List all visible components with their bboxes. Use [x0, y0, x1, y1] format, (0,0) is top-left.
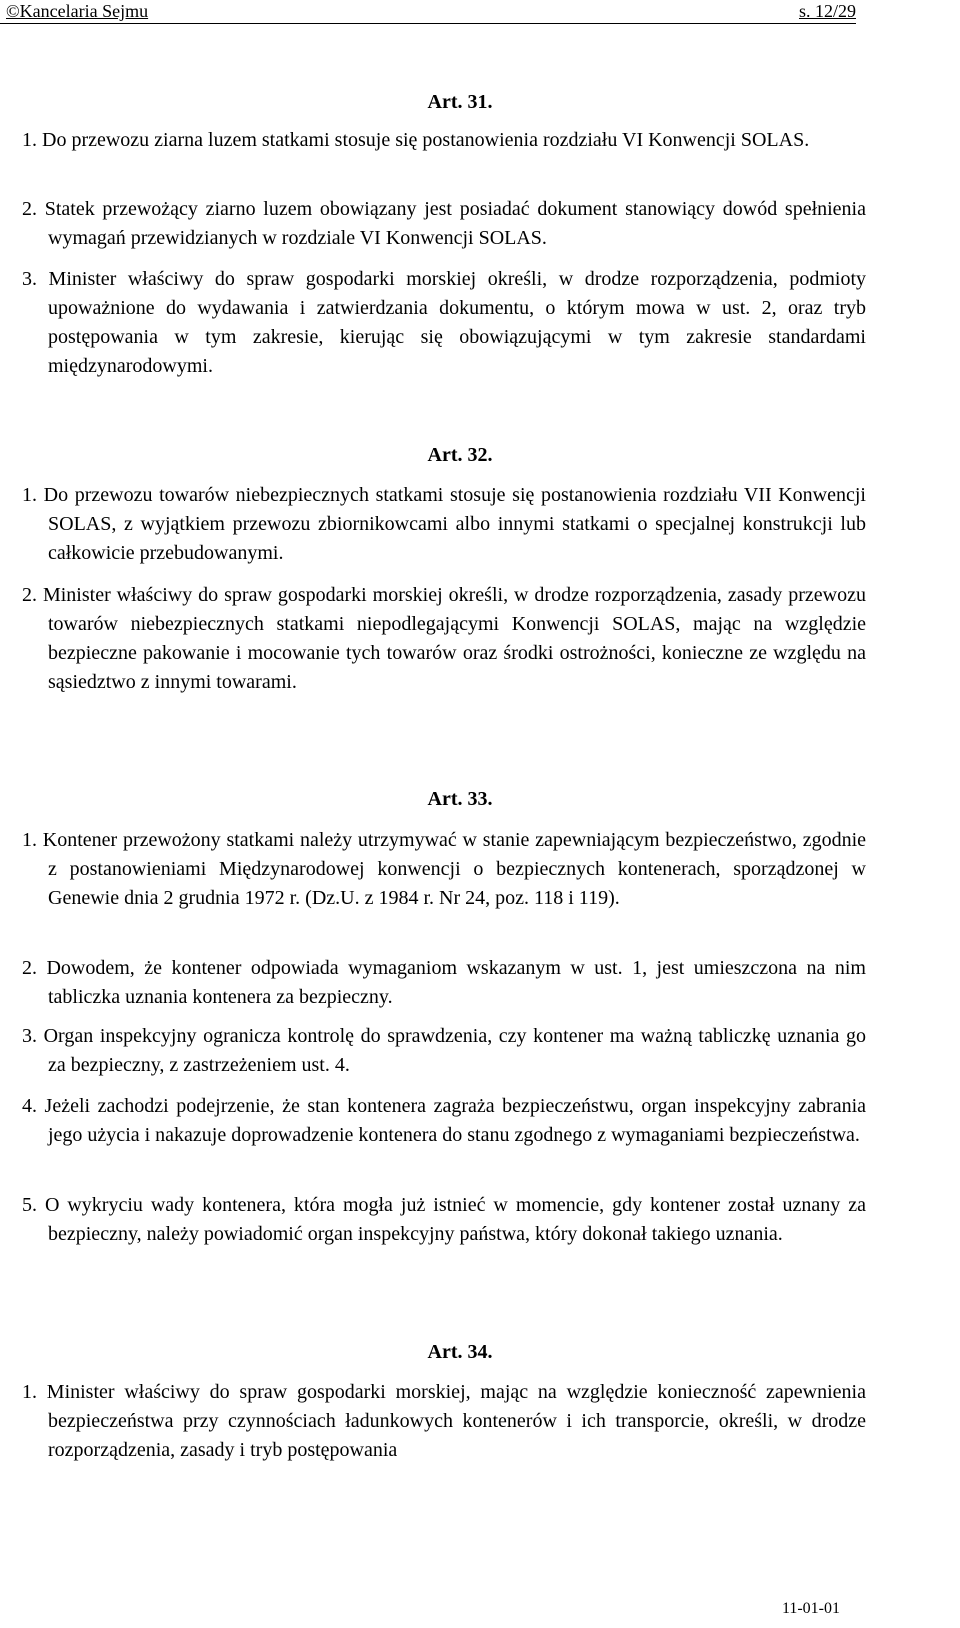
article-31-paragraph-3: 3. Minister właściwy do spraw gospodarki morskiej określi, w drodze rozporządzenia, podmioty upoważnione do wydawania i zatwierdzania dokumentu, o którym mowa w ust. 2, oraz tryb postępowania w tym zakresie, kierując się obowiązującymi w tym zakresie standardami międzynarodowymi.: [22, 268, 866, 377]
page-number: s. 12/29: [798, 1, 856, 21]
article-34-paragraph-1: 1. Minister właściwy do spraw gospodarki morskiej, mając na względzie konieczność zapewnienia bezpieczeństwa przy czynnościach ładunkowych kontenerów i ich transporcie, określi, w drodze rozporządzenia, zasady i tryb postępowania: [22, 1381, 866, 1461]
article-33-paragraph-4: 4. Jeżeli zachodzi podejrzenie, że stan kontenera zagraża bezpieczeństwu, organ inspekcyjny zabrania jego użycia i nakazuje doprowadzenie kontenera do stanu zgodnego z wymaganiami bezpieczeństwa.: [22, 1095, 866, 1146]
article-34-title: Art. 34.: [427, 1341, 493, 1363]
article-33-paragraph-2: 2. Dowodem, że kontener odpowiada wymaganiom wskazanym w ust. 1, jest umieszczona na nim tabliczka uznania kontenera za bezpieczny.: [22, 957, 866, 1008]
article-32-title: Art. 32.: [427, 444, 493, 466]
page-number-link[interactable]: [799, 0, 856, 22]
article-31-paragraph-2: 2. Statek przewożący ziarno luzem obowiązany jest posiadać dokument stanowiący dowód spełnienia wymagań przewidzianych w rozdziale VI Konwencji SOLAS.: [22, 198, 866, 249]
article-31-title: Art. 31.: [427, 91, 493, 113]
article-31-paragraph-1: 1. Do przewozu ziarna luzem statkami stosuje się postanowienia rozdziału VI Konwencji SOLAS.: [22, 129, 810, 151]
publisher-label: ©Kancelaria Sejmu: [6, 1, 149, 21]
document-code: 11-01-01: [781, 1600, 840, 1617]
article-32-paragraph-1: 1. Do przewozu towarów niebezpiecznych statkami stosuje się postanowienia rozdziału VII Konwencji SOLAS, z wyjątkiem przewozu zbiornikowcami albo innymi statkami o specjalnej konstrukcji lub całkowicie przebudowanymi.: [22, 484, 866, 564]
article-33-title: Art. 33.: [427, 788, 493, 810]
article-33-paragraph-3: 3. Organ inspekcyjny ogranicza kontrolę do sprawdzenia, czy kontener ma ważną tabliczkę uznania go za bezpieczny, z zastrzeżeniem ust. 4.: [22, 1025, 866, 1076]
article-33-paragraph-5: 5. O wykryciu wady kontenera, która mogła już istnieć w momencie, gdy kontener został uznany za bezpieczny, należy powiadomić organ inspekcyjny państwa, który dokonał takiego uznania.: [22, 1194, 866, 1245]
publisher-link[interactable]: [6, 0, 148, 22]
article-32-paragraph-2: 2. Minister właściwy do spraw gospodarki morskiej określi, w drodze rozporządzenia, zasady przewozu towarów niebezpiecznych statkami niepodlegającymi Konwencji SOLAS, mając na względzie bezpieczne pakowanie i mocowanie tych towarów oraz środki ostrożności, konieczne ze względu na sąsiedztwo z innymi towarami.: [22, 584, 866, 693]
header-divider: [0, 23, 856, 24]
article-33-paragraph-1: 1. Kontener przewożony statkami należy utrzymywać w stanie zapewniającym bezpieczeństwo, zgodnie z postanowieniami Międzynarodowej konwencji o bezpiecznych kontenerach, sporządzonej w Genewie dnia 2 grudnia 1972 r. (Dz.U. z 1984 r. Nr 24, poz. 118 i 119).: [22, 829, 866, 909]
